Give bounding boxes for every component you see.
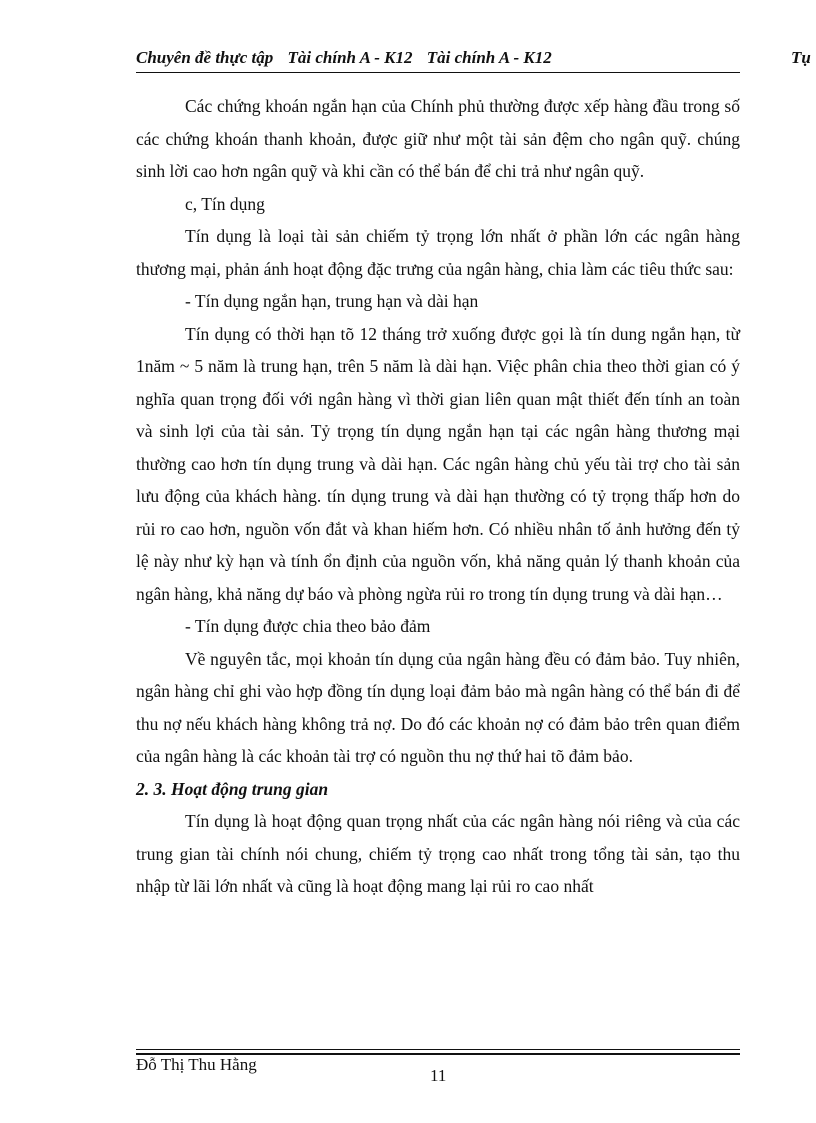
bullet-credit-term: - Tín dụng ngắn hạn, trung hạn và dài hạn [185,291,479,311]
paragraph-credit-collateral: Về nguyên tắc, mọi khoản tín dụng của ngân hàng đều có đảm bảo. Tuy nhiên, ngân hàng chỉ ghi vào hợp đồng tín dụng loại đảm bảo mà ngân hàng có thể bán đi để thu nợ nếu khách hàng không trả nợ. Do đó các khoản nợ có đảm bảo trên quan điểm của ngân hàng là các khoản tài trợ có nguồn thu nợ thứ hai tõ đảm bảo. [136,648,740,766]
paragraph-credit-term: Tín dụng có thời hạn tõ 12 tháng trở xuống được gọi là tín dung ngắn hạn, từ 1năm ~ 5 năm là trung hạn, trên 5 năm là dài hạn. Việc phân chia theo thời gian có ý nghĩa quan trọng đối với ngân hàng vì thời gian liên quan mật thiết đến tính an toàn và sinh lợi của tài sản. Tỷ trọng tín dụng ngắn hạn tại các ngân hàng thương mại thường cao hơn tín dụng trung và dài hạn. Các ngân hàng chủ yếu tài trợ cho tài sản lưu động của khách hàng. tín dụng trung và dài hạn thường có tỷ trọng thấp hơn do rủi ro cao hơn, nguồn vốn đắt và khan hiếm hơn. Có nhiều nhân tố ảnh hưởng đến tỷ lệ này như kỳ hạn và tính ổn định của nguồn vốn, khả năng quản lý thanh khoản của ngân hàng, khả năng dự báo và phòng ngừa rủi ro trong tín dụng trung và dài hạn… [136,323,740,604]
section-heading-intermediary: 2. 3. Hoạt động trung gian [136,778,329,799]
paragraph-intermediary: Tín dụng là hoạt động quan trọng nhất của các ngân hàng nói riêng và của các trung gian tài chính nói chung, chiếm tỷ trọng cao nhất trong tổng tài sản, tạo thu nhập từ lãi lớn nhất và cũng là hoạt động mang lại rủi ro cao nhất [136,811,740,896]
subheading-credit: c, Tín dụng [185,193,265,214]
bullet-credit-collateral: - Tín dụng được chia theo bảo đảm [185,616,431,636]
page-number: 11 [430,1066,447,1085]
paragraph-government-securities: Các chứng khoán ngắn hạn của Chính phủ thường được xếp hàng đầu trong số các chứng khoán thanh khoản, được giữ như một tài sản đệm cho ngân quỹ. chúng sinh lời cao hơn ngân quỹ và khi cần có thể bán để chi trả như ngân quỹ. [136,96,740,181]
page-body [136,90,740,903]
footer-divider-thin [136,1049,740,1050]
header-class-label: Tài chính A - K12 [287,48,413,67]
header-divider [136,72,740,73]
header-class-label-repeat: Tài chính A - K12 [426,48,552,67]
footer-author: Đỗ Thị Thu Hằng [136,1055,257,1074]
page-header [136,48,816,72]
header-title: Chuyên đề thực tập [136,48,274,67]
header-right-text: Tụ [791,48,811,67]
paragraph-credit-intro: Tín dụng là loại tài sản chiếm tỷ trọng lớn nhất ở phần lớn các ngân hàng thương mại, phản ánh hoạt động đặc trưng của ngân hàng, chia làm các tiêu thức sau: [136,226,740,279]
